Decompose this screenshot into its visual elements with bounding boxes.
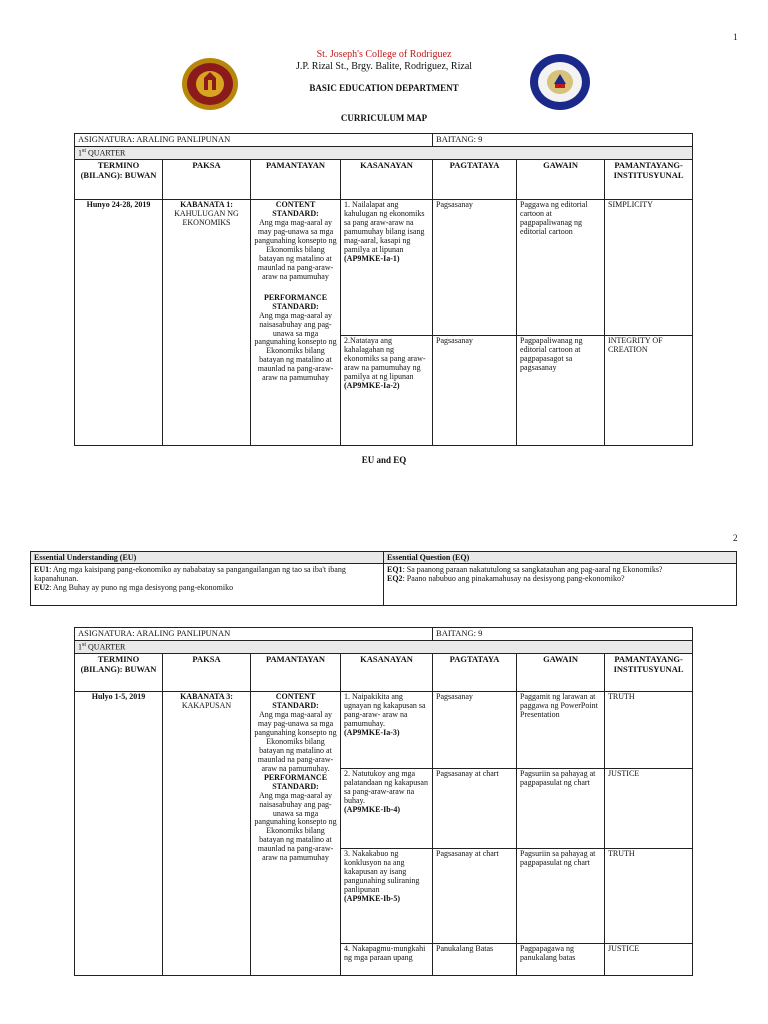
pagtataya-cell-2-4: Panukalang Batas (433, 944, 517, 976)
eu-header: Essential Understanding (EU) (31, 552, 384, 564)
deped-seal-icon (528, 52, 592, 112)
header-paksa: PAKSA (163, 160, 251, 200)
header-gawain-2: GAWAIN (517, 654, 605, 692)
curriculum-table-1 (74, 133, 693, 446)
grade-cell: BAITANG: 9 (433, 134, 693, 147)
pagtataya-cell-1: Pagsasanay (433, 200, 517, 336)
eu-eq-title: EU and EQ (361, 455, 407, 465)
institusyunal-cell-2-2: JUSTICE (605, 769, 693, 849)
subject-cell: ASIGNATURA: ARALING PANLIPUNAN (75, 134, 433, 147)
header-institusyunal: PAMANTAYANG-INSTITUSYUNAL (605, 160, 693, 200)
header-termino-2: TERMINO (BILANG): BUWAN (75, 654, 163, 692)
gawain-cell-2-2: Pagsuriin sa pahayag at pagpapasulat ng chart (517, 769, 605, 849)
grade-cell-2: BAITANG: 9 (433, 628, 693, 641)
header-pamantayan: PAMANTAYAN (251, 160, 341, 200)
institusyunal-cell-1: SIMPLICITY (605, 200, 693, 336)
school-address: J.P. Rizal St., Brgy. Balite, Rodriguez, Rizal (295, 61, 473, 72)
school-name: St. Joseph's College of Rodriguez (316, 49, 452, 60)
header-pamantayan-2: PAMANTAYAN (251, 654, 341, 692)
termino-cell-2: Hulyo 1-5, 2019 (75, 692, 163, 976)
header-paksa-2: PAKSA (163, 654, 251, 692)
pamantayan-cell: CONTENT STANDARD: Ang mga mag-aaral ay may pag-unawa sa mga pangunahing konsepto ng Ekonomiks bilang batayan ng matalino at maunlad na pang-araw-araw na pamumuhay PERFORMANCE STANDARD: Ang mga mag-aaral ay naisasabuhay ang pag-unawa sa mga pangunahing konsepto ng Ekonomiks bilang batayan ng matalino at maunlad na pang-araw-araw na pamumuhay (251, 200, 341, 446)
kasanayan-cell-2-1: 1. Naipakikita ang ugnayan ng kakapusan sa pang-araw- araw na pamumuhay. (AP9MKE-Ia-3) (341, 692, 433, 769)
paksa-cell-2: KABANATA 3: KAKAPUSAN (163, 692, 251, 976)
paksa-cell: KABANATA 1: KAHULUGAN NG EKONOMIKS (163, 200, 251, 446)
kasanayan-cell-2-3: 3. Nakakabuo ng konklusyon na ang kakapusan ay isang pangunahing suliraning panlipunan (AP9MKE-Ib-5) (341, 849, 433, 944)
termino-cell: Hunyo 24-28, 2019 (75, 200, 163, 446)
pagtataya-cell-2-1: Pagsasanay (433, 692, 517, 769)
institusyunal-cell-2-4: JUSTICE (605, 944, 693, 976)
eu-eq-table (30, 551, 737, 606)
page-number-2: 2 (733, 533, 738, 543)
pagtataya-cell-2: Pagsasanay (433, 336, 517, 446)
institusyunal-cell-2: INTEGRITY OF CREATION (605, 336, 693, 446)
institusyunal-cell-2-3: TRUTH (605, 849, 693, 944)
kasanayan-cell-2: 2.Natataya ang kahalagahan ng ekonomiks sa pang araw-araw na pamumuhay ng pamilya at ng lipunan (AP9MKE-Ia-2) (341, 336, 433, 446)
subject-cell-2: ASIGNATURA: ARALING PANLIPUNAN (75, 628, 433, 641)
gawain-cell-2-1: Paggamit ng larawan at paggawa ng PowerPoint Presentation (517, 692, 605, 769)
header-gawain: GAWAIN (517, 160, 605, 200)
header-pagtataya: PAGTATAYA (433, 160, 517, 200)
gawain-cell-1: Paggawa ng editorial cartoon at pagpapaliwanag ng editorial cartoon (517, 200, 605, 336)
gawain-cell-2: Pagpapaliwanag ng editorial cartoon at pagpapasagot sa pagsasanay (517, 336, 605, 446)
eq-header: Essential Question (EQ) (384, 552, 737, 564)
pagtataya-cell-2-2: Pagsasanay at chart (433, 769, 517, 849)
pamantayan-cell-2: CONTENT STANDARD: Ang mga mag-aaral ay may pag-unawa sa mga pangunahing konsepto ng Ekonomiks bilang batayan ng matalino at maunlad na pang-araw-araw na pamumuhay. PERFORMANCE STANDARD: Ang mga mag-aaral ay naisasabuhay ang pag-unawa sa mga pangunahing konsepto ng Ekonomiks bilang batayan ng matalino at maunlad na pang-araw-araw na pamumuhay (251, 692, 341, 976)
department-title: BASIC EDUCATION DEPARTMENT (309, 83, 459, 93)
header-kasanayan: KASANAYAN (341, 160, 433, 200)
gawain-cell-2-4: Pagpapagawa ng panukalang batas (517, 944, 605, 976)
kasanayan-cell-2-2: 2. Natutukoy ang mga palatandaan ng kakapusan sa pang-araw-araw na buhay. (AP9MKE-Ib-4) (341, 769, 433, 849)
curriculum-table-2 (74, 627, 693, 976)
quarter-cell: 1st QUARTER (75, 146, 693, 160)
kasanayan-cell-2-4: 4. Nakapagmu-mungkahi ng mga paraan upang (341, 944, 433, 976)
header-pagtataya-2: PAGTATAYA (433, 654, 517, 692)
kasanayan-cell-1: 1. Nailalapat ang kahulugan ng ekonomiks sa pang araw-araw na pamumuhay bilang isang mag-aaral, kasapi ng pamilya at lipunan (AP9MKE-Ia-1) (341, 200, 433, 336)
header-kasanayan-2: KASANAYAN (341, 654, 433, 692)
page-number: 1 (733, 32, 738, 42)
header-termino: TERMINO (BILANG): BUWAN (75, 160, 163, 200)
eq-body: EQ1: Sa paanong paraan nakatutulong sa sangkatauhan ang pag-aaral ng Ekonomiks? EQ2: Paano nabubuo ang pinakamahusay na desisyong pang-ekonomiko? (384, 564, 737, 606)
gawain-cell-2-3: Pagsuriin sa pahayag at pagpapasulat ng chart (517, 849, 605, 944)
pagtataya-cell-2-3: Pagsasanay at chart (433, 849, 517, 944)
header-institusyunal-2: PAMANTAYANG-INSTITUSYUNAL (605, 654, 693, 692)
document-title: CURRICULUM MAP (340, 113, 428, 123)
eu-body: EU1: Ang mga kaisipang pang-ekonomiko ay nababatay sa pangangailangan ng tao sa iba't ibang kapanahunan. EU2: Ang Buhay ay puno ng mga desisyong pang-ekonomiko (31, 564, 384, 606)
institusyunal-cell-2-1: TRUTH (605, 692, 693, 769)
quarter-cell-2: 1st QUARTER (75, 640, 693, 654)
